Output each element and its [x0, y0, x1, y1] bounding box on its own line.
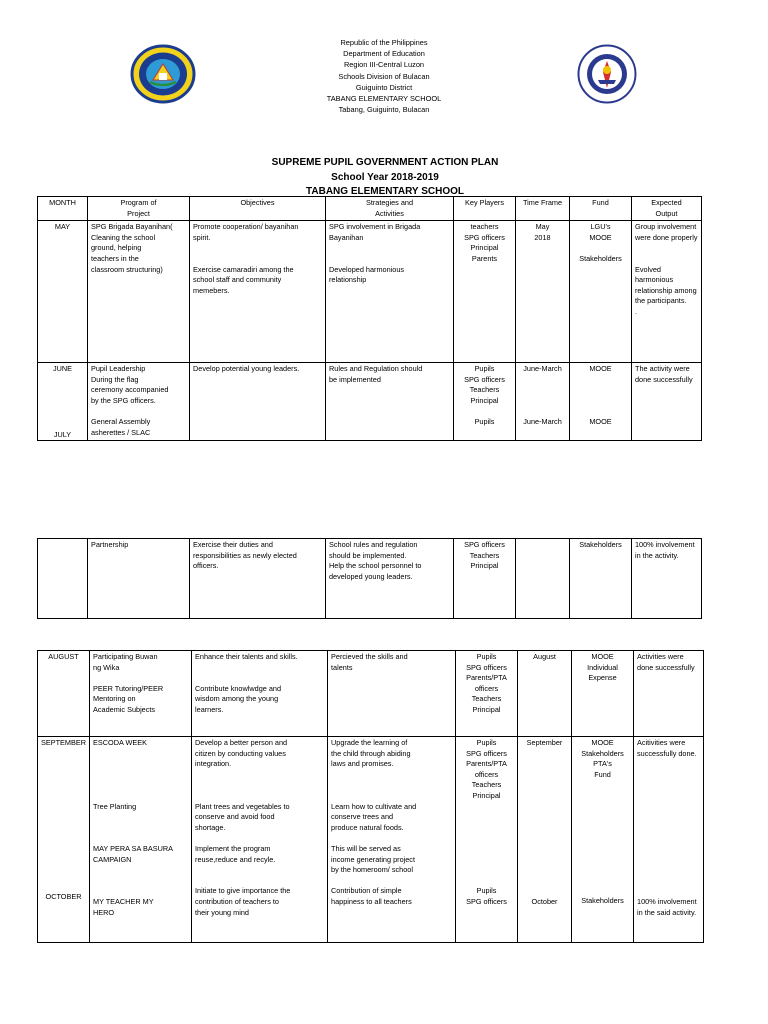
strategies-cell: Percieved the skills and talents — [328, 651, 456, 737]
key-players-cell: Pupils SPG officers Teachers Principal Pupils — [454, 363, 516, 441]
time-frame-cell: August — [518, 651, 572, 737]
objectives-cell: Exercise their duties and responsibilities as newly elected officers. — [190, 539, 326, 619]
program-cell: Partnership — [88, 539, 190, 619]
fund-cell: LGU's MOOE Stakeholders — [570, 221, 632, 363]
month-cell: JUNE JULY — [38, 363, 88, 441]
fund-cell: MOOE MOOE — [570, 363, 632, 441]
time-frame-cell: September October — [518, 737, 572, 943]
title-line: School Year 2018-2019 — [331, 171, 439, 183]
action-plan-table — [37, 196, 702, 441]
strategies-cell: SPG involvement in Brigada Bayanihan Developed harmonious relationship — [326, 221, 454, 363]
time-frame-cell — [516, 539, 570, 619]
table-row — [38, 737, 704, 943]
letterhead-line: Schools Division of Bulacan — [338, 71, 430, 81]
month-july: JULY — [53, 429, 72, 439]
month-cell: MAY — [38, 221, 88, 363]
letterhead-line: Region III-Central Luzon — [343, 60, 425, 70]
key-players-cell: SPG officers Teachers Principal — [454, 539, 516, 619]
objectives-cell: Promote cooperation/ bayanihan spirit. Exercise camaradiri among the school staff and community memebers. — [190, 221, 326, 363]
table-row — [38, 221, 702, 363]
program-cell: ESCODA WEEK Tree Planting MAY PERA SA BASURA CAMPAIGN MY TEACHER MY HERO — [90, 737, 192, 943]
month-october: OCTOBER — [45, 891, 82, 901]
deped-seal-logo — [577, 44, 637, 104]
table-row — [38, 363, 702, 441]
action-plan-table — [37, 538, 702, 619]
key-players-cell: Pupils SPG officers Parents/PTA officers Teachers Principal — [456, 651, 518, 737]
expected-output-cell: Activities were done successfully — [634, 651, 704, 737]
action-plan-table — [37, 650, 704, 943]
col-month: MONTH — [38, 197, 88, 221]
program-cell: SPG Brigada Bayanihan( Cleaning the school ground, helping teachers in the classroom structuring) — [88, 221, 190, 363]
school-seal-logo — [130, 44, 196, 104]
document-title — [180, 156, 590, 200]
objectives-cell: Enhance their talents and skills. Contribute knowlwdge and wisdom among the young learners. — [192, 651, 328, 737]
month-cell — [38, 539, 88, 619]
col-expected-output: Expected Output — [632, 197, 702, 221]
col-program: Program of Project — [88, 197, 190, 221]
title-line: SUPREME PUPIL GOVERNMENT ACTION PLAN — [271, 157, 499, 168]
table-header-row — [38, 197, 702, 221]
col-strategies: Strategies and Activities — [326, 197, 454, 221]
time-frame-cell: May 2018 — [516, 221, 570, 363]
strategies-cell: School rules and regulation should be implemented. Help the school personnel to developed young leaders. — [326, 539, 454, 619]
expected-output-cell: 100% involvement in the activity. — [632, 539, 702, 619]
strategies-cell: Rules and Regulation should be implemented — [326, 363, 454, 441]
letterhead-line: Guiguinto District — [355, 82, 413, 92]
objectives-cell: Develop potential young leaders. — [190, 363, 326, 441]
month-cell: AUGUST — [38, 651, 90, 737]
col-objectives: Objectives — [190, 197, 326, 221]
letterhead-line: Tabang, Guiguinto, Bulacan — [338, 105, 430, 115]
fund-cell: MOOE Stakeholders PTA's Fund Stakeholders — [572, 737, 634, 943]
title-line: TABANG ELEMENTARY SCHOOL — [306, 186, 464, 197]
time-frame-cell: June-March June-March — [516, 363, 570, 441]
fund-cell: Stakeholders — [570, 539, 632, 619]
table-row — [38, 651, 704, 737]
col-time-frame: Time Frame — [516, 197, 570, 221]
letterhead-line: Department of Education — [343, 49, 425, 59]
expected-output-cell: Group involvement were done properly Evolved harmonious relationship among the participants. . — [632, 221, 702, 363]
col-key-players: Key Players — [454, 197, 516, 221]
letterhead-line: TABANG ELEMENTARY SCHOOL — [326, 94, 442, 104]
objectives-cell: Develop a better person and citizen by conducting values integration. Plant trees and vegetables to conserve and avoid food shortage. Implement the program reuse,reduce and recyle. Initiate to give importance the contribution of teachers to their young mind — [192, 737, 328, 943]
expected-output-cell: Acitivities were successfully done. 100% involvement in the said activity. — [634, 737, 704, 943]
expected-output-cell: The activity were done successfully — [632, 363, 702, 441]
table-row — [38, 539, 702, 619]
col-fund: Fund — [570, 197, 632, 221]
program-cell: Participating Buwan ng Wika PEER Tutoring/PEER Mentoring on Academic Subjects — [90, 651, 192, 737]
letterhead — [250, 37, 518, 115]
month-cell: SEPTEMBER OCTOBER — [38, 737, 90, 943]
program-cell: Pupil Leadership During the flag ceremony accompanied by the SPG officers. General Assembly asherettes / SLAC — [88, 363, 190, 441]
key-players-cell: Pupils SPG officers Parents/PTA officers Teachers Principal Pupils SPG officers — [456, 737, 518, 943]
fund-cell: MOOE Individual Expense — [572, 651, 634, 737]
strategies-cell: Upgrade the learning of the child through abiding laws and promises. Learn how to cultivate and conserve trees and produce natural foods. This will be served as income generating project by the homeroom/ school Contribution of simple happiness to all teachers — [328, 737, 456, 943]
letterhead-line: Republic of the Philippines — [340, 38, 428, 47]
key-players-cell: teachers SPG officers Principal Parents — [454, 221, 516, 363]
